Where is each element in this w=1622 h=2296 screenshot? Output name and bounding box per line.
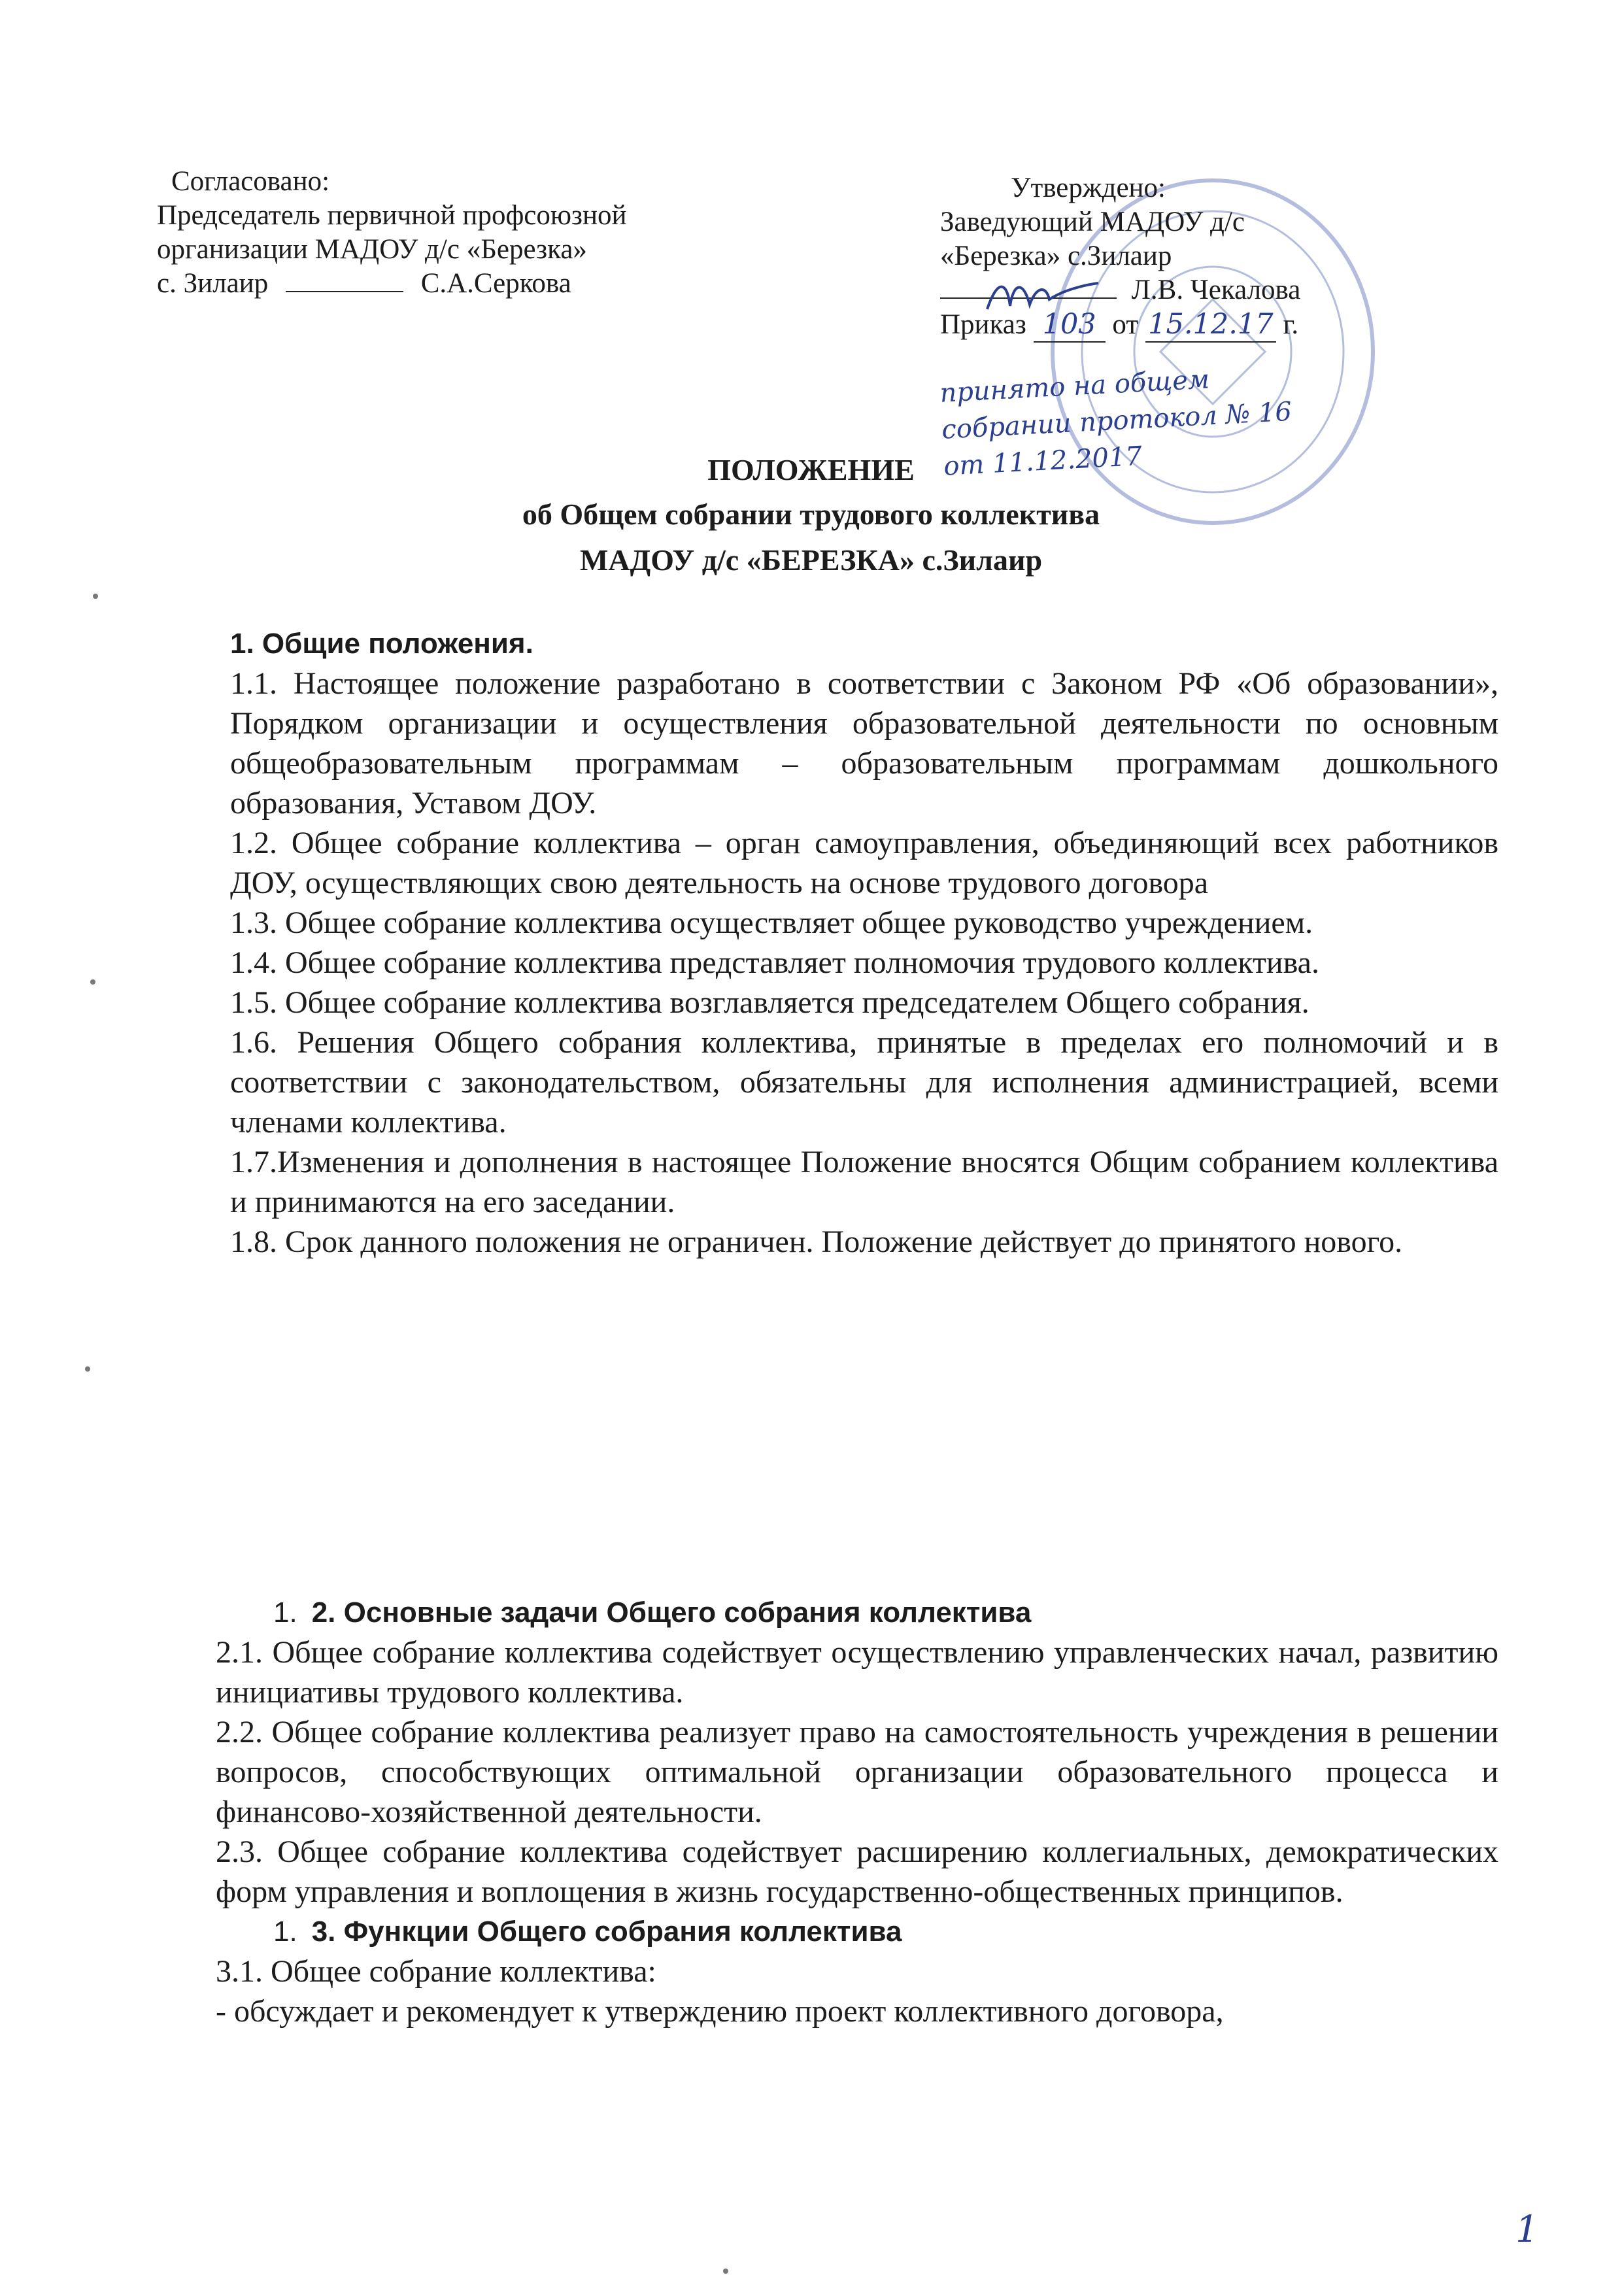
union-org-line: организации МАДОУ д/с «Березка»	[157, 234, 587, 265]
paragraph-1-1: 1.1. Настоящее положение разработано в соответствии с Законом РФ «Об образовании», Порядком организации и осуществления образовательной деятельности по основным общеобразовательным программам – образовательным программам дошкольного образования, Уставом ДОУ.	[230, 666, 1498, 820]
handwritten-signature	[984, 273, 1102, 319]
approved-label: Утверждено:	[1011, 173, 1166, 203]
signature-blank	[286, 291, 403, 292]
order-from: от	[1112, 309, 1139, 340]
scan-speck	[85, 1366, 90, 1372]
union-signature-line	[157, 267, 627, 301]
approval-block-left	[157, 165, 627, 301]
paragraph-3-1: 3.1. Общее собрание коллектива:	[216, 1954, 656, 1989]
paragraph-1-2: 1.2. Общее собрание коллектива – орган самоуправления, объединяющий всех работников ДОУ, осуществляющих свою деятельность на основе трудового договора	[230, 826, 1498, 900]
scan-speck	[723, 2269, 728, 2274]
paragraph-1-8: 1.8. Срок данного положения не ограничен. Положение действует до принятого нового.	[230, 1224, 1403, 1259]
order-year-suffix: г.	[1283, 309, 1299, 340]
paragraph-2-1: 2.1. Общее собрание коллектива содействует осуществлению управленческих начал, развитию инициативы трудового коллектива.	[216, 1635, 1498, 1710]
paragraph-1-5: 1.5. Общее собрание коллектива возглавляется председателем Общего собрания.	[230, 985, 1309, 1020]
paragraph-3-1-a: - обсуждает и рекомендует к утверждению проект коллективного договора,	[216, 1994, 1224, 2029]
paragraph-1-3: 1.3. Общее собрание коллектива осуществляет общее руководство учреждением.	[230, 905, 1313, 940]
note-line-1: принято на общем	[939, 364, 1211, 409]
list-number: 1.	[273, 1916, 297, 1948]
scan-speck	[90, 979, 95, 985]
order-label: Приказ	[940, 309, 1026, 340]
union-chair-name: С.А.Серкова	[420, 268, 571, 299]
section-2-heading	[216, 1593, 1498, 1632]
section-2-heading-text: 2. Основные задачи Общего собрания коллектива	[311, 1596, 1032, 1629]
document-title: ПОЛОЖЕНИЕ	[707, 453, 915, 486]
section-3-heading-text: 3. Функции Общего собрания коллектива	[311, 1916, 902, 1948]
scan-speck	[93, 594, 98, 599]
head-title-line: Заведующий МАДОУ д/с	[940, 207, 1245, 237]
paragraph-1-4: 1.4. Общее собрание коллектива представляет полномочия трудового коллектива.	[230, 945, 1319, 980]
paragraph-2-3: 2.3. Общее собрание коллектива содействует расширению коллегиальных, демократических форм управления и воплощения в жизнь государственно-общественных принципов.	[216, 1834, 1498, 1909]
note-line-3: от 11.12.2017	[943, 441, 1143, 482]
paragraph-1-7: 1.7.Изменения и дополнения в настоящее Положение вносятся Общим собранием коллектива и принимаются на его заседании.	[230, 1145, 1498, 1219]
order-number: 103	[1034, 307, 1106, 343]
section-general-provisions	[230, 624, 1498, 1262]
head-name: Л.В. Чекалова	[1131, 275, 1301, 305]
list-number: 1.	[273, 1596, 297, 1629]
union-chair-line: Председатель первичной профсоюзной	[157, 200, 627, 231]
document-organization: МАДОУ д/с «БЕРЕЗКА» с.Зилаир	[579, 543, 1043, 577]
note-line-2: собрании протокол № 16	[941, 396, 1293, 445]
page-number: 1	[1515, 2208, 1539, 2251]
section-tasks-and-functions	[216, 1593, 1498, 2031]
order-date: 15.12.17	[1145, 307, 1276, 343]
paragraph-1-6: 1.6. Решения Общего собрания коллектива, принятые в пределах его полномочий и в соответствии с законодательством, обязательны для исполнения администрацией, всеми членами коллектива.	[230, 1025, 1498, 1140]
section-1-heading: 1. Общие положения.	[230, 628, 533, 660]
paragraph-2-2: 2.2. Общее собрание коллектива реализует право на самостоятельность учреждения в решении вопросов, способствующих оптимальной организации образовательного процесса и финансово-хозяйственной деятельности.	[216, 1715, 1498, 1829]
village-name: с. Зилаир	[157, 268, 269, 299]
agreed-label: Согласовано:	[171, 166, 330, 197]
section-3-heading	[216, 1912, 1498, 1951]
head-org-line: «Березка» с.Зилаир	[940, 241, 1172, 271]
document-subtitle: об Общем собрании трудового коллектива	[522, 498, 1100, 531]
